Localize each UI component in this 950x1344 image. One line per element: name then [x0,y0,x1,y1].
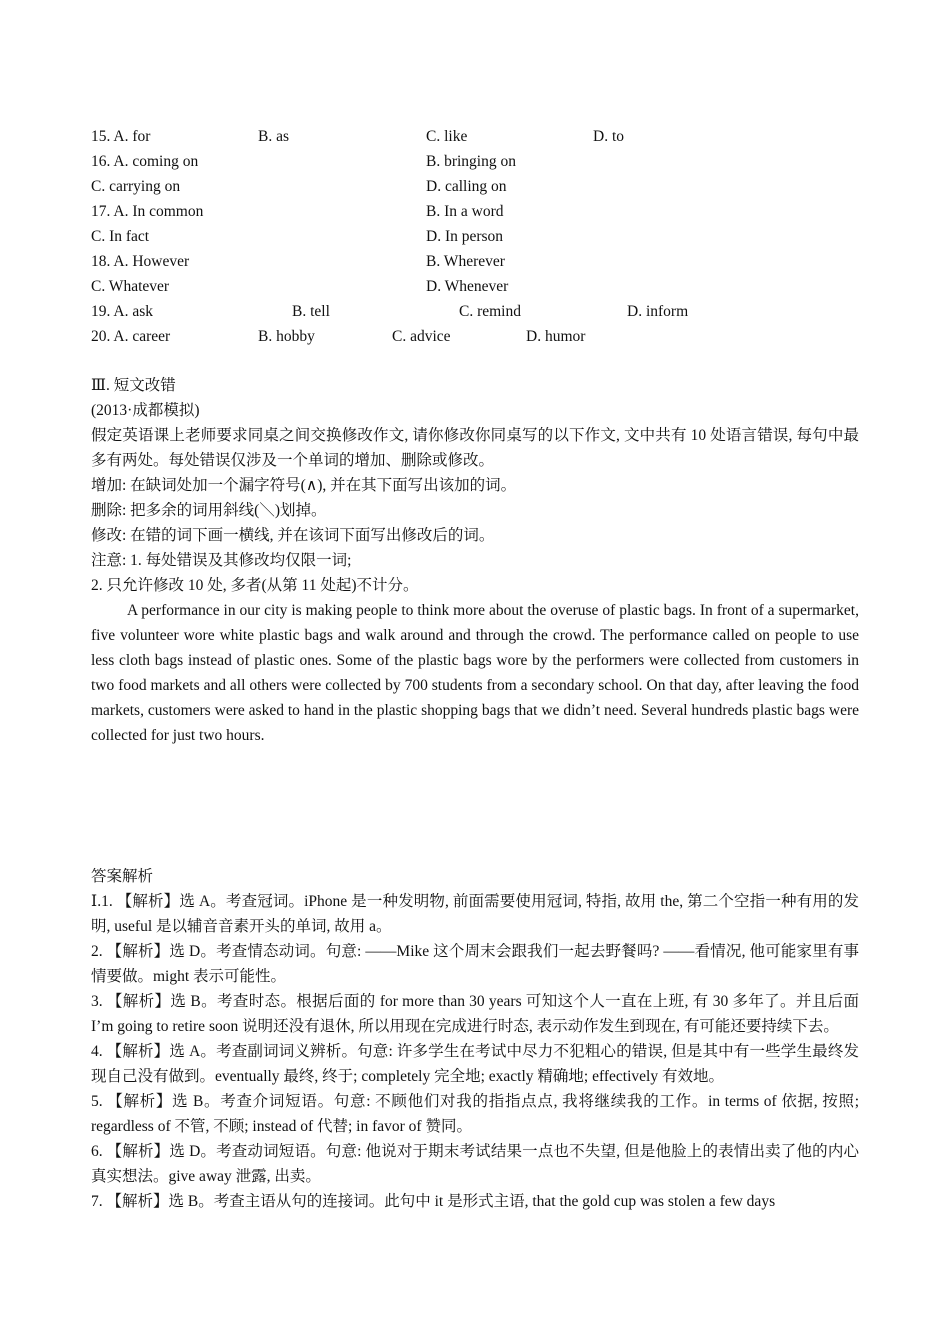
option-d: D. to [593,128,624,145]
option-row [91,224,859,249]
option-a: 16. A. coming on [91,153,199,170]
option-row [91,274,859,299]
option-row [91,324,859,349]
option-row [91,299,859,324]
option-a: 18. A. However [91,253,190,270]
option-d: D. Whenever [426,278,509,295]
note-1: 注意: 1. 每处错误及其修改均仅限一词; [91,552,352,569]
spacer [91,748,859,864]
answer-item: 2. 【解析】选 D。考查情态动词。句意: ——Mike 这个周末会跟我们一起去野餐吗? ——看情况, 他可能家里有事情要做。might 表示可能性。 [91,943,859,985]
option-a: 20. A. career [91,328,171,345]
modify-rule: 修改: 在错的词下画一横线, 并在该词下面写出修改后的词。 [91,527,495,544]
answer-item: 3. 【解析】选 B。考查时态。根据后面的 for more than 30 years 可知这个人一直在上班, 有 30 多年了。并且后面 I’m going to retire soon 说明还没有退休, 所以用现在完成进行时态, 表示动作发生到现在, 有可能还要持续下去。 [91,993,859,1035]
option-b: B. bringing on [426,153,516,170]
delete-rule: 删除: 把多余的词用斜线(＼)划掉。 [91,502,327,519]
option-a: 15. A. for [91,128,151,145]
option-d: D. calling on [426,178,507,195]
option-b: B. Wherever [426,253,505,270]
option-b: B. tell [292,303,330,320]
add-rule: 增加: 在缺词处加一个漏字符号(∧), 并在其下面写出该加的词。 [91,477,517,494]
option-c: C. remind [459,303,521,320]
option-c: C. In fact [91,228,150,245]
option-row [91,199,859,224]
section-heading: Ⅲ. 短文改错 [91,377,176,394]
answer-item: 7. 【解析】选 B。考查主语从句的连接词。此句中 it 是形式主语, that the gold cup was stolen a few days [91,1193,776,1210]
section-source: (2013·成都模拟) [91,402,200,419]
essay-text: A performance in our city is making people to think more about the overuse of plastic bags. In front of a supermarket, five volunteer wore white plastic bags and walk around and through the crowd. The performance called on people to use less cloth bags instead of plastic ones. Some of the plastic bags wore by the performers were collected from customers in two food markets and all others were collected by 700 students from a secondary school. On that day, after leaving the food markets, customers were asked to hand in the plastic shopping bags that we didn’t need. Several hundreds plastic bags were collected for just two hours. [91,602,859,744]
document-body [91,124,859,1214]
option-b: B. hobby [258,328,315,345]
option-d: D. In person [426,228,504,245]
answer-item: 5. 【解析】选 B。考查介词短语。句意: 不顾他们对我的指指点点, 我将继续我的工作。in terms of 依据, 按照; regardless of 不管, 不顾; instead of 代替; in favor of 赞同。 [91,1093,859,1135]
option-c: C. like [426,128,468,145]
option-c: C. Whatever [91,278,170,295]
answer-item: 4. 【解析】选 A。考查副词词义辨析。句意: 许多学生在考试中尽力不犯粗心的错误, 但是其中有一些学生最终发现自己没有做到。eventually 最终, 终于; completely 完全地; exactly 精确地; effectively 有效地。 [91,1043,859,1085]
answer-item: 6. 【解析】选 D。考查动词短语。句意: 他说对于期末考试结果一点也不失望, 但是他脸上的表情出卖了他的内心真实想法。give away 泄露, 出卖。 [91,1143,859,1185]
answer-item: Ⅰ.1. 【解析】选 A。考查冠词。iPhone 是一种发明物, 前面需要使用冠词, 特指, 故用 the, 第二个空指一种有用的发明, useful 是以辅音音素开头的单词, 故用 a。 [91,893,859,935]
option-row [91,124,859,149]
answers-heading: 答案解析 [91,868,154,885]
option-row [91,174,859,199]
section-intro: 假定英语课上老师要求同桌之间交换修改作文, 请你修改你同桌写的以下作文, 文中共有 10 处语言错误, 每句中最多有两处。每处错误仅涉及一个单词的增加、删除或修改。 [91,427,859,469]
option-row [91,149,859,174]
option-b: B. In a word [426,203,504,220]
note-2: 2. 只允许修改 10 处, 多者(从第 11 处起)不计分。 [91,577,419,594]
option-a: 19. A. ask [91,303,153,320]
option-b: B. as [258,128,289,145]
spacer [91,349,859,373]
option-d: D. humor [526,328,586,345]
option-a: 17. A. In common [91,203,204,220]
option-c: C. advice [392,328,451,345]
option-d: D. inform [627,303,689,320]
option-c: C. carrying on [91,178,181,195]
option-row [91,249,859,274]
